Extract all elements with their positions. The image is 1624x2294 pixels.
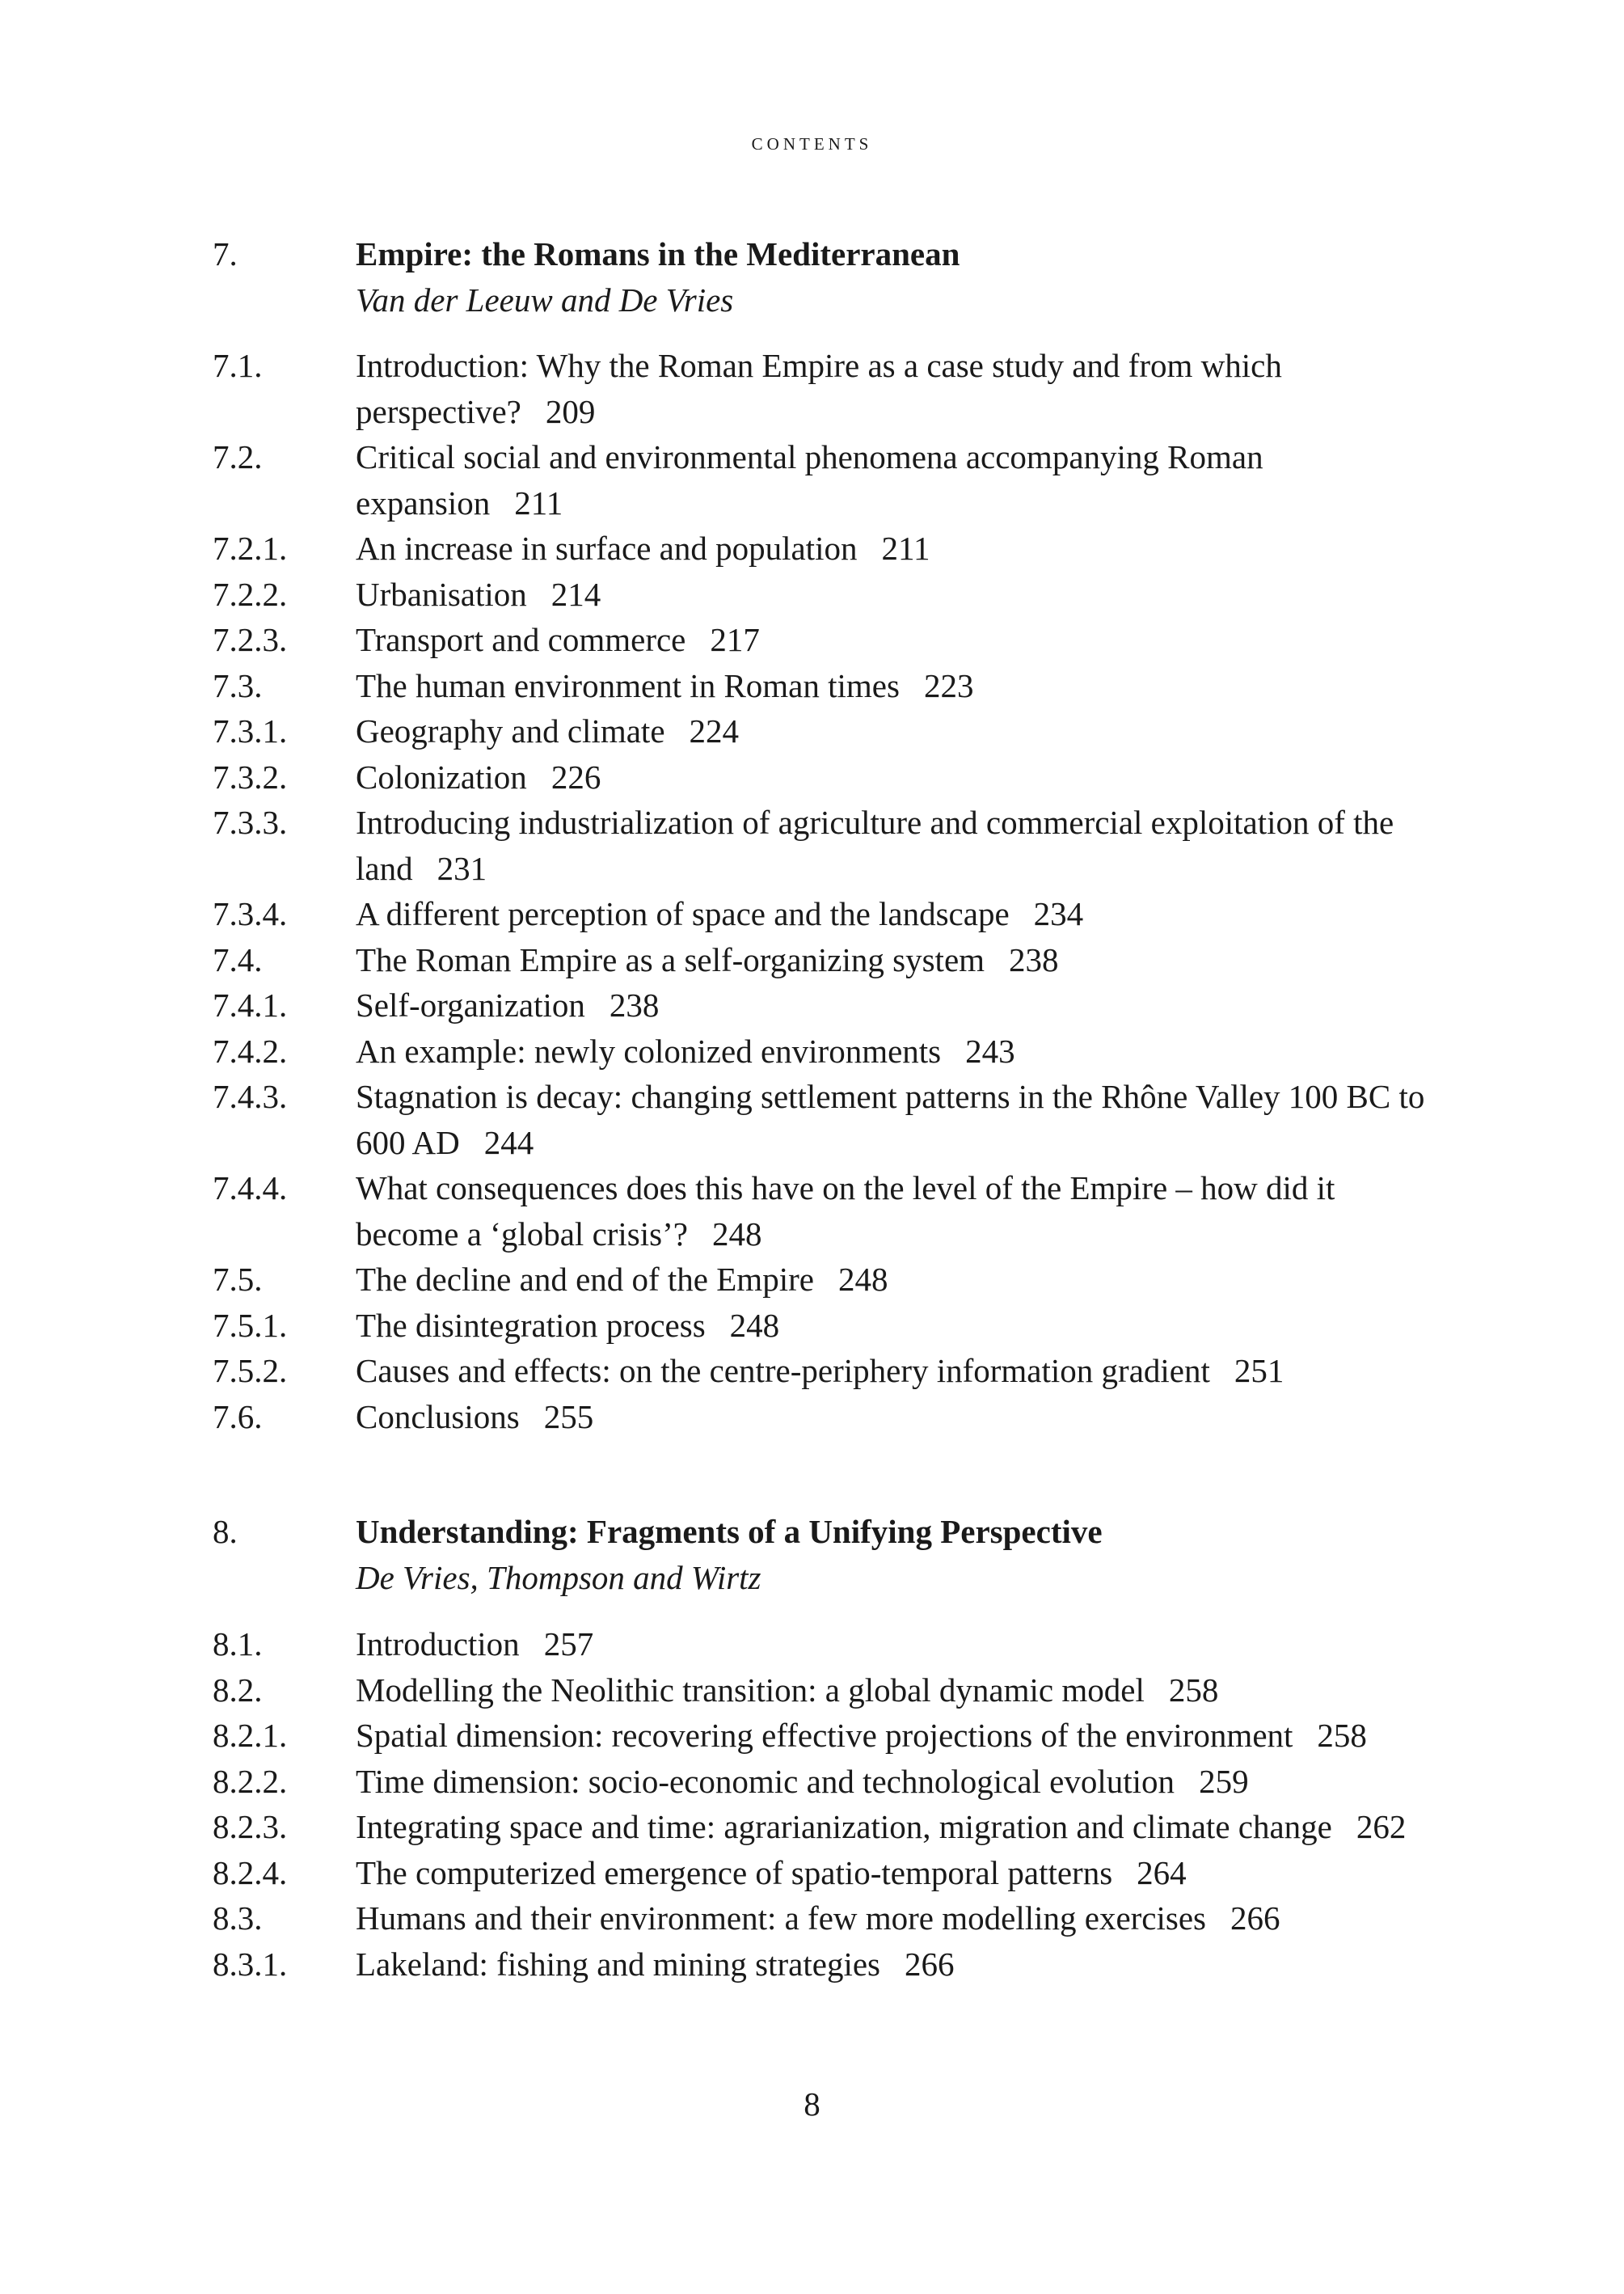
toc-entry	[213, 1895, 1441, 1941]
toc-entry-page: 266	[1230, 1899, 1280, 1937]
toc-entry-text: The Roman Empire as a self-organizing system	[356, 940, 985, 978]
toc-entry-page: 248	[729, 1306, 780, 1344]
toc-entry-number: 7.2.	[213, 438, 263, 475]
toc-entry-page: 257	[543, 1625, 594, 1662]
toc-entry-text: What consequences does this have on the level of the Empire – how did it become a ‘global crisis’?	[356, 1169, 1335, 1253]
toc-entry	[213, 1303, 1441, 1349]
toc-entry	[213, 1804, 1441, 1850]
toc-entry-number: 7.3.2.	[213, 758, 288, 796]
toc-entry-text: Stagnation is decay: changing settlement patterns in the Rhône Valley 100 BC to 600 AD	[356, 1078, 1425, 1161]
toc-entry-text: Time dimension: socio-economic and technological evolution	[356, 1762, 1175, 1800]
toc-entry-page: 248	[711, 1215, 762, 1253]
toc-entry	[213, 663, 1441, 709]
toc-entry-number: 8.2.4.	[213, 1853, 288, 1891]
toc-list	[213, 1621, 1441, 1987]
toc-entry-number: 8.3.1.	[213, 1945, 288, 1983]
toc-entry-text: Geography and climate	[356, 712, 665, 750]
running-head: CONTENTS	[751, 134, 873, 154]
toc-entry	[213, 343, 1441, 434]
toc-entry-page: 234	[1033, 895, 1084, 932]
toc-entry-text: Integrating space and time: agrarianization, migration and climate change	[356, 1808, 1332, 1845]
page-number: 8	[804, 2085, 820, 2123]
toc-entry-page: 264	[1137, 1853, 1187, 1891]
toc-entry	[213, 1394, 1441, 1440]
toc-entry-number: 8.2.3.	[213, 1808, 288, 1845]
toc-entry-text: The human environment in Roman times	[356, 666, 900, 704]
toc-entry-number: 7.3.1.	[213, 712, 288, 750]
toc-entry	[213, 754, 1441, 801]
toc-entry	[213, 1029, 1441, 1075]
chapter-heading	[213, 231, 1441, 323]
toc-entry-page: 258	[1317, 1717, 1367, 1754]
toc-entry-number: 7.3.	[213, 666, 263, 704]
toc-entry	[213, 617, 1441, 663]
toc-entry-number: 8.3.	[213, 1899, 263, 1937]
toc-entry-text: Causes and effects: on the centre-periphery information gradient	[356, 1352, 1210, 1389]
toc-entry-number: 7.4.4.	[213, 1169, 288, 1206]
toc-entry-page: 214	[550, 575, 601, 613]
toc-entry-text: Conclusions	[356, 1397, 520, 1435]
toc-entry-text: Introduction	[356, 1625, 520, 1662]
toc-entry	[213, 982, 1441, 1029]
toc-entry	[213, 1759, 1441, 1805]
toc-entry-text: Transport and commerce	[356, 621, 686, 658]
chapter-authors: De Vries, Thompson and Wirtz	[356, 1558, 761, 1596]
toc-entry-page: 258	[1168, 1671, 1219, 1709]
toc-entry	[213, 434, 1441, 526]
toc-entry-page: 238	[609, 986, 660, 1024]
toc-entry-text: Self-organization	[356, 986, 585, 1024]
toc-entry-number: 7.4.2.	[213, 1032, 288, 1070]
toc-entry-page: 266	[905, 1945, 955, 1983]
toc-entry-number: 7.5.	[213, 1261, 263, 1298]
toc-entry-text: Spatial dimension: recovering effective projections of the environment	[356, 1717, 1293, 1754]
toc-entry-page: 211	[514, 484, 563, 522]
toc-entry-text: An example: newly colonized environments	[356, 1032, 942, 1070]
toc-entry-page: 243	[965, 1032, 1015, 1070]
toc-entry-number: 7.2.2.	[213, 575, 288, 613]
toc-entry-number: 8.2.	[213, 1671, 263, 1709]
toc-entry-page: 248	[837, 1261, 888, 1298]
toc-entry-number: 7.3.4.	[213, 895, 288, 932]
toc-entry	[213, 800, 1441, 891]
toc-entry-number: 7.4.	[213, 940, 263, 978]
toc-entry	[213, 891, 1441, 937]
toc-entry-page: 223	[923, 666, 974, 704]
toc-entry-page: 217	[710, 621, 760, 658]
toc-entry-page: 224	[689, 712, 740, 750]
toc-entry-number: 7.3.3.	[213, 804, 288, 841]
toc-list	[213, 343, 1441, 1439]
toc-entry-page: 211	[881, 530, 930, 567]
toc-entry-number: 8.1.	[213, 1625, 263, 1662]
toc-entry-number: 7.2.1.	[213, 530, 288, 567]
toc-entry-text: Introduction: Why the Roman Empire as a case study and from which perspective?	[356, 347, 1282, 430]
toc-entry-text: Urbanisation	[356, 575, 527, 613]
chapter-authors: Van der Leeuw and De Vries	[356, 281, 734, 319]
toc-entry	[213, 1074, 1441, 1165]
chapter-title: Empire: the Romans in the Mediterranean	[356, 235, 960, 272]
toc-entry-text: The disintegration process	[356, 1306, 706, 1344]
toc-entry-page: 259	[1199, 1762, 1249, 1800]
toc-entry	[213, 937, 1441, 983]
toc-entry-number: 7.2.3.	[213, 621, 288, 658]
chapter-heading	[213, 1509, 1441, 1600]
toc-entry-page: 209	[545, 392, 596, 430]
toc-entry	[213, 572, 1441, 618]
toc-entry-number: 7.5.2.	[213, 1352, 288, 1389]
toc-entry	[213, 1941, 1441, 1988]
toc-entry	[213, 526, 1441, 572]
toc-entry-text: Introducing industrialization of agriculture and commercial exploitation of the land	[356, 804, 1394, 887]
toc-entry-number: 8.2.1.	[213, 1717, 288, 1754]
toc-entry	[213, 708, 1441, 754]
toc-entry	[213, 1667, 1441, 1713]
toc-entry	[213, 1257, 1441, 1303]
chapter-number: 7.	[213, 235, 238, 272]
toc-entry-page: 244	[483, 1123, 534, 1161]
toc-entry-number: 7.4.3.	[213, 1078, 288, 1115]
chapter-title: Understanding: Fragments of a Unifying Perspective	[356, 1513, 1103, 1550]
toc-entry-page: 255	[543, 1397, 594, 1435]
toc-entry-number: 7.1.	[213, 347, 263, 384]
toc-entry-text: Humans and their environment: a few more modelling exercises	[356, 1899, 1207, 1937]
toc-entry-number: 7.4.1.	[213, 986, 288, 1024]
toc-entry-text: The decline and end of the Empire	[356, 1261, 814, 1298]
toc-entry	[213, 1348, 1441, 1394]
toc-entry-page: 251	[1234, 1352, 1284, 1389]
toc-entry-text: Modelling the Neolithic transition: a global dynamic model	[356, 1671, 1145, 1709]
toc-entry-text: An increase in surface and population	[356, 530, 858, 567]
toc-entry-number: 7.6.	[213, 1397, 263, 1435]
toc-entry-page: 231	[437, 849, 487, 887]
toc-entry-text: A different perception of space and the landscape	[356, 895, 1010, 932]
toc-entry-page: 262	[1356, 1808, 1407, 1845]
toc-entry	[213, 1621, 1441, 1667]
toc-entry-page: 238	[1009, 940, 1059, 978]
toc-entry-text: Critical social and environmental phenomena accompanying Roman expansion	[356, 438, 1263, 522]
toc-entry-number: 8.2.2.	[213, 1762, 288, 1800]
toc-entry-text: Lakeland: fishing and mining strategies	[356, 1945, 881, 1983]
toc-entry-text: The computerized emergence of spatio-temporal patterns	[356, 1853, 1113, 1891]
toc-entry	[213, 1165, 1441, 1257]
toc-entry	[213, 1713, 1441, 1759]
chapter-number: 8.	[213, 1513, 238, 1550]
toc-entry	[213, 1850, 1441, 1896]
toc-entry-number: 7.5.1.	[213, 1306, 288, 1344]
toc-entry-page: 226	[550, 758, 601, 796]
toc-entry-text: Colonization	[356, 758, 527, 796]
